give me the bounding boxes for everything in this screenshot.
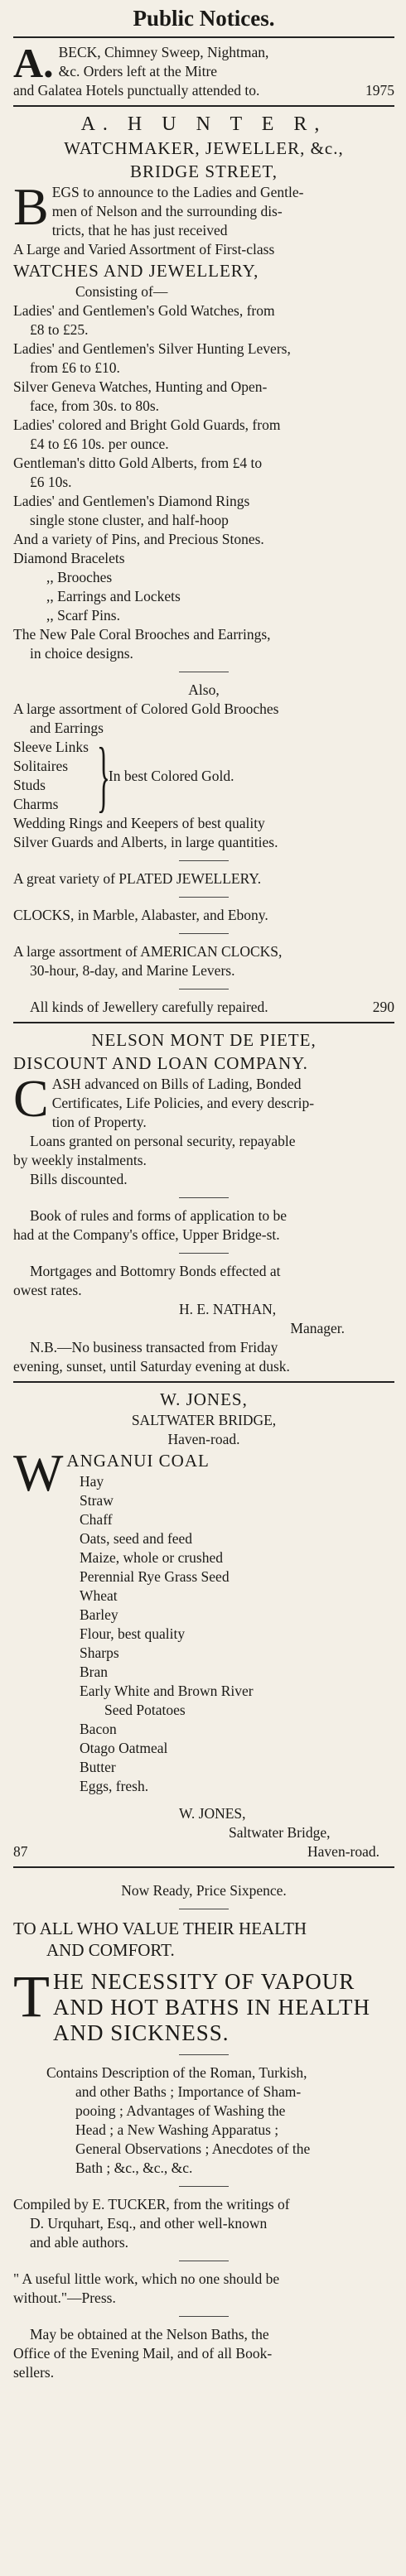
spacer [13, 1961, 394, 1969]
piete-role: Manager. [290, 1320, 345, 1336]
piete-title-1: NELSON MONT DE PIETE, [91, 1030, 317, 1050]
list-item: The New Pale Coral Brooches and Earrings, [13, 626, 271, 643]
hunter-american-1: A large assortment of AMERICAN CLOCKS, [13, 943, 283, 960]
list-item: Ladies' and Gentlemen's Gold Watches, from [13, 302, 275, 319]
list-item: Sharps [80, 1644, 119, 1661]
list-item: Ladies' and Gentlemen's Diamond Rings [13, 493, 250, 509]
piete-p5a: Mortgages and Bottomry Bonds effected at [30, 1263, 281, 1279]
brace-list [13, 738, 89, 814]
divider [179, 933, 229, 934]
hunter-plated: A great variety of PLATED JEWELLERY. [13, 870, 262, 887]
baths-quote-2: without."—Press. [13, 2290, 116, 2306]
notice-beck [13, 43, 394, 81]
list-item: £6 10s. [30, 474, 72, 490]
baths-contains-5: General Observations ; Anecdotes of the [75, 2140, 311, 2157]
brace-glyph: } [96, 731, 110, 820]
piete-nb-2: evening, sunset, until Saturday evening at dusk. [13, 1358, 290, 1375]
list-item: Bran [80, 1664, 109, 1680]
list-item: Studs [13, 777, 46, 793]
list-item: ,, Brooches [46, 569, 113, 585]
baths-head-2: AND HOT BATHS IN HEALTH [52, 1995, 370, 2020]
list-item: Silver Geneva Watches, Hunting and Open- [13, 378, 268, 395]
divider [179, 1253, 229, 1254]
hunter-wedding-2: Silver Guards and Alberts, in large quantities. [13, 834, 278, 850]
list-item: Hay [80, 1473, 104, 1490]
hunter-colored-1: A large assortment of Colored Gold Brooches [13, 701, 279, 717]
divider [13, 105, 394, 107]
list-item: Early White and Brown River [80, 1683, 254, 1699]
baths-head-1: HE NECESSITY OF VAPOUR [52, 1969, 355, 1994]
baths-obtain-2: Office of the Evening Mail, and of all Book- [13, 2345, 273, 2362]
list-item: Charms [13, 796, 59, 812]
baths-contains-4: Head ; a New Washing Apparatus ; [75, 2121, 279, 2138]
hunter-assortment: A Large and Varied Assortment of First-class [13, 241, 275, 258]
piete-p3: Bills discounted. [30, 1171, 128, 1187]
jones-sig-3: Haven-road. [307, 1843, 379, 1860]
list-item: Flour, best quality [80, 1625, 186, 1642]
list-item: Perennial Rye Grass Seed [80, 1568, 230, 1585]
list-item: Chaff [80, 1511, 113, 1528]
divider [179, 860, 229, 861]
baths-compiled-3: and able authors. [30, 2234, 129, 2251]
hunter-also: Also, [188, 681, 220, 698]
list-item: Wheat [80, 1587, 118, 1604]
beck-line-1: BECK, Chimney Sweep, Nightman, [58, 44, 269, 60]
hunter-intro-2: men of Nelson and the surrounding dis- [51, 203, 283, 219]
notice-baths [13, 1873, 394, 2382]
divider [179, 897, 229, 898]
piete-p1b: Certificates, Life Policies, and every descrip- [51, 1095, 315, 1111]
piete-p1c: tion of Property. [51, 1114, 147, 1130]
list-item: £4 to £6 10s. per ounce. [30, 436, 169, 452]
hunter-item-list [13, 301, 394, 663]
spacer [13, 1873, 394, 1881]
piete-para-1 [13, 1075, 394, 1132]
beck-initial: A. [13, 43, 54, 81]
divider [13, 36, 394, 38]
hunter-clocks: CLOCKS, in Marble, Alabaster, and Ebony. [13, 907, 268, 923]
hunter-wedding-1: Wedding Rings and Keepers of best quality [13, 815, 265, 831]
hunter-repaired: All kinds of Jewellery carefully repaired. [30, 999, 268, 1015]
notice-hunter [13, 112, 394, 1017]
hunter-name: A. H U N T E R, [80, 113, 327, 135]
list-item: in choice designs. [30, 645, 133, 662]
piete-signer: H. E. NATHAN, [179, 1301, 277, 1317]
divider [13, 1022, 394, 1023]
jones-items [13, 1472, 394, 1510]
divider [179, 1197, 229, 1198]
hunter-footer [13, 998, 394, 1017]
jones-items-cont [13, 1510, 394, 1796]
hunter-intro-3: tricts, that he has just received [51, 222, 228, 238]
list-item: Solitaires [13, 758, 69, 774]
list-item: face, from 30s. to 80s. [30, 397, 160, 414]
list-item: Bacon [80, 1721, 117, 1737]
list-item: Diamond Bracelets [13, 550, 125, 566]
jones-addr-1: SALTWATER BRIDGE, [131, 1412, 277, 1428]
hunter-colored-2: and Earrings [30, 720, 104, 736]
beck-line-2: &c. Orders left at the Mitre [58, 63, 218, 79]
list-item: Gentleman's ditto Gold Alberts, from £4 to [13, 455, 263, 471]
list-item: ,, Earrings and Lockets [46, 588, 181, 604]
beck-line-3: and Galatea Hotels punctually attended to. [13, 82, 260, 99]
piete-p4b: had at the Company's office, Upper Bridge-st. [13, 1226, 280, 1243]
list-item: Maize, whole or crushed [80, 1549, 223, 1566]
jones-ref: 87 [13, 1843, 28, 1860]
list-item: And a variety of Pins, and Precious Stones. [13, 531, 264, 547]
baths-obtain-1: May be obtained at the Nelson Baths, the [30, 2326, 269, 2342]
jones-sig-1: W. JONES, [179, 1805, 246, 1822]
baths-dropcap: T [13, 1969, 50, 2030]
divider [13, 1866, 394, 1868]
list-item: Otago Oatmeal [80, 1740, 168, 1756]
piete-p2b: by weekly instalments. [13, 1152, 147, 1168]
piete-nb-1: N.B.—No business transacted from Friday [30, 1339, 278, 1355]
divider [179, 2316, 229, 2317]
list-item: Straw [80, 1492, 114, 1509]
hunter-intro [13, 183, 394, 240]
hunter-consisting: Consisting of— [75, 283, 168, 300]
list-item: Barley [80, 1606, 118, 1623]
baths-contains-2: and other Baths ; Importance of Sham- [75, 2083, 302, 2100]
jones-name: W. JONES, [160, 1389, 248, 1409]
piete-dropcap: C [13, 1075, 49, 1128]
list-item: Eggs, fresh. [80, 1778, 149, 1794]
baths-ready: Now Ready, Price Sixpence. [121, 1882, 287, 1899]
notice-jones [13, 1388, 394, 1861]
spacer [13, 1796, 394, 1804]
hunter-brace-group [13, 731, 394, 820]
list-item: Seed Potatoes [104, 1702, 186, 1718]
baths-quote-1: " A useful little work, which no one should be [13, 2270, 280, 2287]
list-item: Butter [80, 1759, 116, 1775]
piete-title-2: DISCOUNT AND LOAN COMPANY. [13, 1053, 308, 1073]
jones-coal-block [13, 1449, 394, 1510]
piete-p4a: Book of rules and forms of application to be [30, 1207, 288, 1224]
list-item: from £6 to £10. [30, 359, 120, 376]
jones-footer [13, 1842, 394, 1861]
jones-sig-2: Saltwater Bridge, [229, 1824, 331, 1841]
page-title: Public Notices. [133, 6, 275, 31]
list-item: Ladies' and Gentlemen's Silver Hunting Levers, [13, 340, 291, 357]
baths-contains-1: Contains Description of the Roman, Turkish, [46, 2064, 307, 2081]
jones-coal: ANGANUI COAL [66, 1451, 210, 1471]
hunter-intro-1: EGS to announce to the Ladies and Gentle- [51, 184, 304, 200]
hunter-ref: 290 [372, 999, 394, 1015]
list-item: £8 to £25. [30, 321, 89, 338]
hunter-street: BRIDGE STREET, [129, 161, 278, 181]
jones-addr-2: Haven-road. [167, 1431, 240, 1447]
piete-p5b: owest rates. [13, 1282, 82, 1298]
baths-compiled-2: D. Urquhart, Esq., and other well-known [30, 2215, 268, 2232]
beck-ref: 1975 [365, 82, 394, 99]
baths-heading [13, 1969, 394, 2046]
list-item: ,, Scarf Pins. [46, 607, 120, 624]
baths-contains-6: Bath ; &c., &c., &c. [75, 2160, 193, 2176]
divider [179, 2054, 229, 2055]
list-item: single stone cluster, and half-hoop [30, 512, 229, 528]
baths-obtain-3: sellers. [13, 2364, 55, 2381]
baths-contains-3: pooing ; Advantages of Washing the [75, 2102, 286, 2119]
baths-compiled-1: Compiled by E. TUCKER, from the writings of [13, 2196, 290, 2212]
baths-to-2: AND COMFORT. [46, 1940, 175, 1960]
piete-p1a: ASH advanced on Bills of Lading, Bonded [51, 1076, 302, 1092]
hunter-american-2: 30-hour, 8-day, and Marine Levers. [30, 962, 235, 979]
beck-footer [13, 81, 394, 100]
jones-dropcap: W [13, 1449, 64, 1502]
divider [13, 1381, 394, 1383]
hunter-dropcap: B [13, 183, 49, 236]
list-item: Sleeve Links [13, 739, 89, 755]
divider [179, 2186, 229, 2187]
hunter-watches-title: WATCHES AND JEWELLERY, [13, 261, 259, 281]
baths-head-3: AND SICKNESS. [52, 2020, 230, 2045]
hunter-brace-text: In best Colored Gold. [108, 767, 234, 784]
list-item: Ladies' colored and Bright Gold Guards, from [13, 416, 281, 433]
notice-piete [13, 1028, 394, 1376]
baths-to-1: TO ALL WHO VALUE THEIR HEALTH [13, 1919, 307, 1938]
list-item: Oats, seed and feed [80, 1530, 193, 1547]
piete-p2a: Loans granted on personal security, repayable [30, 1133, 296, 1149]
hunter-trade: WATCHMAKER, JEWELLER, &c., [64, 138, 344, 158]
